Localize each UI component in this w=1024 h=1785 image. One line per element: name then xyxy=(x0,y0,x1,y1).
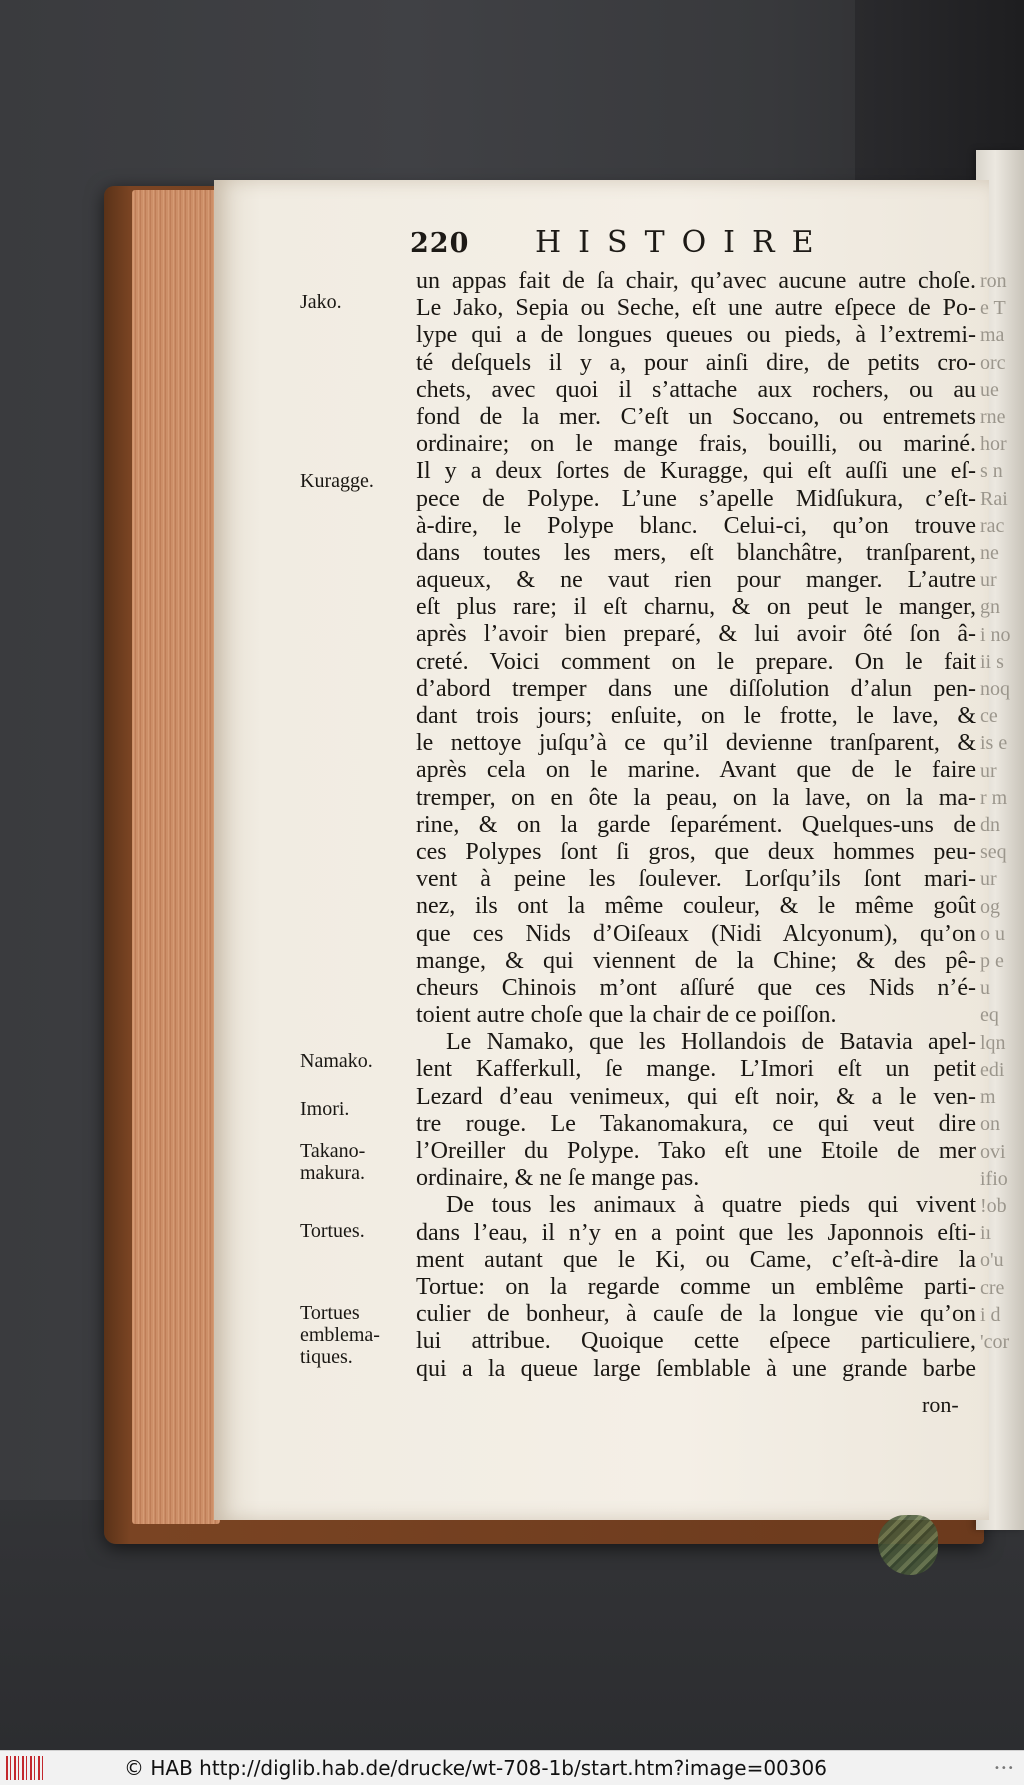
page-edges xyxy=(132,190,220,1524)
text-line: té deſquels il y a, pour ainſi dire, de petits cro- xyxy=(416,349,976,376)
bleed-fragment: o'u xyxy=(980,1249,1004,1272)
text-line: le nettoye juſqu’à ce qu’il devienne tranſparent, & xyxy=(416,730,976,757)
bleed-fragment: Rai xyxy=(980,487,1008,510)
catchword: ron- xyxy=(922,1392,959,1417)
footer-bar xyxy=(0,1750,1024,1785)
bleed-fragment: r m xyxy=(980,786,1008,809)
bleed-fragment: ma xyxy=(980,324,1005,347)
bleed-fragment: ur xyxy=(980,868,997,891)
bleed-fragment: orc xyxy=(980,351,1006,374)
text-line: pece de Polype. L’une s’apelle Midſukura, c’eſt- xyxy=(416,485,976,512)
bleed-fragment: ne xyxy=(980,542,999,565)
margin-note-takanomakura: Takano- makura. xyxy=(300,1140,366,1184)
text-line: qui a la queue large ſemblable à une grande barbe xyxy=(416,1355,976,1382)
bleed-fragment: ur xyxy=(980,569,997,592)
text-line: aqueux, & ne vaut rien pour manger. L’autre xyxy=(416,567,976,594)
text-line: un appas fait de ſa chair, qu’avec aucune autre choſe. xyxy=(416,268,976,294)
text-line: ment autant que le Ki, ou Came, c’eſt-à-dire la xyxy=(416,1246,976,1273)
text-line: après cela on le marine. Avant que de le faire xyxy=(416,757,976,784)
text-line: ces Polypes ſont ſi gros, que deux hommes peu- xyxy=(416,838,976,865)
text-line: lui attribue. Quoique cette eſpece particuliere, xyxy=(416,1328,976,1355)
bleed-fragment: lqn xyxy=(980,1031,1006,1054)
text-line: lent Kafferkull, ſe mange. L’Imori eſt un petit xyxy=(416,1056,976,1083)
text-line: ordinaire; on le mange frais, bouilli, ou mariné. xyxy=(416,431,976,458)
bleed-fragment: !ob xyxy=(980,1194,1007,1217)
bleed-fragment: gn xyxy=(980,596,1000,619)
bleed-fragment: eq xyxy=(980,1004,999,1027)
bleed-fragment: rne xyxy=(980,406,1006,429)
margin-note-kuragge: Kuragge. xyxy=(300,470,374,492)
bleed-fragment: ifio xyxy=(980,1167,1008,1190)
bleed-fragment: hor xyxy=(980,433,1007,456)
running-title: HISTOIRE xyxy=(535,225,831,260)
bleed-fragment: iı xyxy=(980,1222,992,1245)
bleed-fragment: i no xyxy=(980,623,1011,646)
text-line: dans toutes les mers, eſt blanchâtre, tranſparent, xyxy=(416,539,976,566)
text-line: Il y a deux ſortes de Kuragge, qui eſt auſſi une eſ- xyxy=(416,458,976,485)
text-line: dant trois jours; enſuite, on le frotte, le lave, & xyxy=(416,703,976,729)
margin-note-namako: Namako. xyxy=(300,1050,373,1072)
text-line: ordinaire, & ne ſe mange pas. xyxy=(416,1165,700,1192)
bleed-fragment: i d xyxy=(980,1303,1001,1326)
page-header xyxy=(410,225,870,265)
text-line: creté. Voici comment on le prepare. On le fait xyxy=(416,648,976,675)
text-line: que ces Nids d’Oiſeaux (Nidi Alcyonum), qu’on xyxy=(416,920,976,947)
text-line: De tous les animaux à quatre pieds qui vivent xyxy=(446,1192,976,1219)
text-line: toient autre choſe que la chair de ce poiſſon. xyxy=(416,1002,837,1029)
margin-note-imori: Imori. xyxy=(300,1098,350,1120)
bleed-fragment: noq xyxy=(980,678,1010,701)
text-line: à-dire, le Polype blanc. Celui-ci, qu’on trouve xyxy=(416,512,976,539)
bleed-fragment: edi xyxy=(980,1058,1005,1081)
text-line: tremper, on en ôte la peau, on la lave, on la ma- xyxy=(416,784,976,811)
bleed-fragment: e T xyxy=(980,297,1006,320)
text-line: culier de bonheur, à cauſe de la longue vie qu’on xyxy=(416,1301,976,1328)
hab-barcode-icon xyxy=(6,1756,46,1780)
bleed-fragment: 'cor xyxy=(980,1330,1010,1353)
text-line: après l’avoir bien preparé, & lui avoir ôté ſon â- xyxy=(416,621,976,648)
margin-note-tortues: Tortues. xyxy=(300,1220,365,1242)
text-line: Le Namako, que les Hollandois de Batavia apel- xyxy=(446,1029,976,1056)
margin-note-tortues-emblematiques: Tortues emblema- tiques. xyxy=(300,1302,380,1368)
text-line: d’abord tremper dans une diſſolution d’alun pen- xyxy=(416,675,976,702)
bleed-fragment: on xyxy=(980,1113,1000,1136)
bleed-fragment: ur xyxy=(980,759,997,782)
bleed-fragment: u xyxy=(980,977,990,1000)
text-line: tre rouge. Le Takanomakura, ce qui veut dire xyxy=(416,1110,976,1137)
bleed-fragment: ii s xyxy=(980,650,1004,673)
bleed-fragment: cre xyxy=(980,1276,1005,1299)
text-line: Tortue: on la regarde comme un emblême parti- xyxy=(416,1273,976,1300)
bleed-fragment: ron xyxy=(980,270,1007,292)
page-number: 220 xyxy=(410,228,470,259)
text-line: cheurs Chinois m’ont aſſuré que ces Nids n’é- xyxy=(416,974,976,1001)
footer-copyright-url[interactable]: © HAB http://diglib.hab.de/drucke/wt-708-1b/start.htm?image=00306 xyxy=(124,1756,827,1780)
facing-page-bleed-text xyxy=(980,268,1024,1418)
text-line: dans l’eau, il n’y en a point que les Japonnois eſti- xyxy=(416,1219,976,1246)
bleed-fragment: o u xyxy=(980,922,1005,945)
bleed-fragment: is e xyxy=(980,732,1008,755)
bleed-fragment: ue xyxy=(980,378,999,401)
body-text xyxy=(416,268,976,1430)
text-line: nez, ils ont la même couleur, & le même goût xyxy=(416,893,976,920)
text-line: chets, avec quoi il s’attache aux rochers, ou au xyxy=(416,376,976,403)
bleed-fragment: seq xyxy=(980,841,1007,864)
bleed-fragment: m xyxy=(980,1086,996,1109)
text-line: Lezard d’eau venimeux, qui eſt noir, & a le ven- xyxy=(416,1083,976,1110)
text-line: eſt plus rare; il eſt charnu, & on peut le manger, xyxy=(416,594,976,621)
bleed-fragment: rac xyxy=(980,514,1005,537)
bleed-fragment: ce xyxy=(980,705,998,728)
bleed-fragment: dn xyxy=(980,814,1000,837)
text-line: l’Oreiller du Polype. Tako eſt une Etoile de mer xyxy=(416,1138,976,1164)
text-line: lype qui a de longues queues ou pieds, à l’extremi- xyxy=(416,322,976,349)
bleed-fragment: og xyxy=(980,895,1000,918)
text-line: mange, & qui viennent de la Chine; & des pê- xyxy=(416,947,976,974)
bleed-fragment: ovi xyxy=(980,1140,1006,1163)
footer-dots: ••• xyxy=(994,1763,1015,1774)
margin-note-jako: Jako. xyxy=(300,291,342,313)
text-line: rine, & on la garde ſeparément. Quelques-uns de xyxy=(416,811,976,838)
text-line: fond de la mer. C’eſt un Soccano, ou entremets xyxy=(416,403,976,430)
text-line: vent à peine les ſoulever. Lorſqu’ils ſont mari- xyxy=(416,866,976,893)
bleed-fragment: s n xyxy=(980,460,1003,483)
text-line: Le Jako, Sepia ou Seche, eſt une autre eſpece de Po- xyxy=(416,295,976,322)
bleed-fragment: p e xyxy=(980,950,1004,973)
